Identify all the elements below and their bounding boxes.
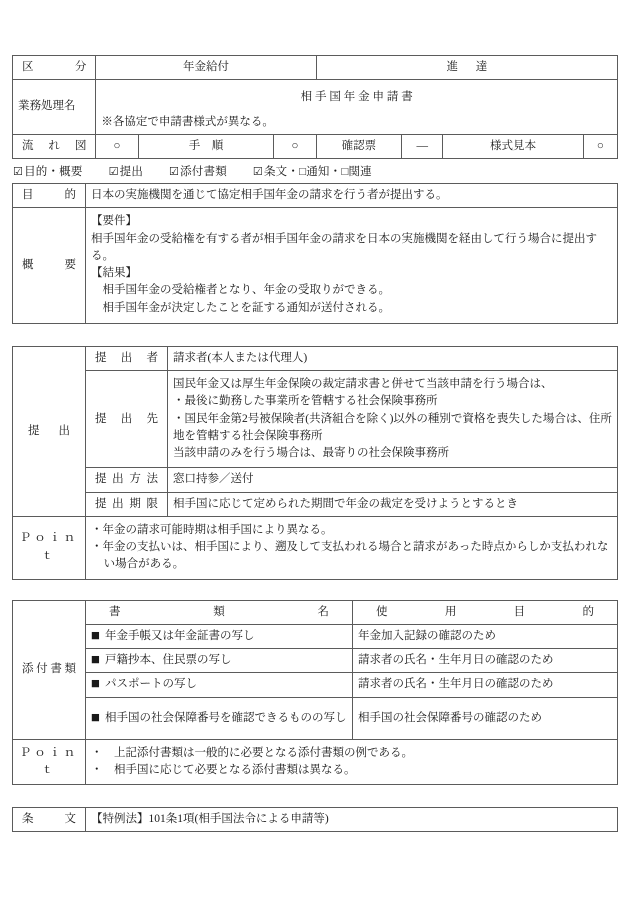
attachment-name-cell — [86, 673, 353, 697]
flow-mark-dash: — — [402, 134, 443, 158]
filled-square-icon: ■ — [91, 654, 100, 665]
submission-point-label: Ｐｏｉｎｔ — [13, 516, 86, 579]
filled-square-icon: ■ — [91, 711, 100, 723]
attachments-label-2: 書 — [50, 662, 62, 675]
checked-box-icon: ☑ — [252, 165, 263, 178]
flow-label-0: 流 — [22, 139, 34, 152]
purpose-header-2: 目 — [513, 605, 526, 618]
filled-square-icon: ■ — [91, 678, 100, 690]
article-table — [12, 807, 618, 832]
shintatsu-cell — [316, 56, 617, 80]
kubun-value-cell: 年金給付 — [96, 56, 316, 80]
checkbox-item-submission[interactable] — [109, 163, 143, 179]
article-row — [13, 808, 618, 832]
checked-box-icon: ☑ — [13, 165, 24, 178]
flow-label-2: 図 — [74, 139, 87, 152]
destination-value-cell — [168, 371, 618, 468]
submission-point-item-0: ・年金の請求可能時期は相手国により異なる。 — [91, 523, 333, 536]
checked-box-icon: ☑ — [169, 165, 180, 178]
submitter-label-cell — [86, 346, 168, 370]
flow-mark-kakuninhyo[interactable]: ○ — [274, 134, 316, 158]
filled-square-icon: ■ — [91, 629, 100, 641]
gyomu-label-cell: 業務処理名 — [13, 80, 96, 135]
checkbox-label-attachments: 添付書類 — [180, 166, 227, 178]
destination-label-2: 先 — [146, 412, 158, 425]
doc-name-header-0: 書 — [109, 605, 121, 618]
attachments-label-cell — [13, 600, 86, 739]
gyomu-row — [13, 80, 618, 135]
method-label-0: 提 — [95, 473, 107, 486]
attachments-point-item-1: ・ 相手国に応じて必要となる添付書類は異なる。 — [91, 763, 356, 776]
deadline-label-cell — [86, 492, 168, 516]
article-label-cell — [13, 808, 86, 832]
attachment-name-cell — [86, 697, 353, 739]
attachment-purpose-cell: 年金加入記録の確認のため — [353, 624, 618, 648]
submission-point-item-1: ・年金の支払いは、相手国により、遡及して支払われる場合と請求があった時点からしか支払われない場合がある。 — [91, 541, 609, 571]
summary-text-cell — [86, 208, 618, 324]
document-title-note: ※各協定で申請書様式が異なる。 — [101, 115, 274, 128]
checkbox-item-article[interactable] — [253, 163, 372, 179]
attachments-label-1: 付 — [36, 662, 48, 675]
attachment-purpose-cell: 請求者の氏名・生年月日の確認のため — [353, 673, 618, 697]
flow-link-kakuninhyo[interactable]: 確認票 — [316, 134, 402, 158]
doc-name-header-1: 類 — [213, 605, 225, 618]
shintatsu-text-1: 達 — [475, 61, 488, 73]
summary-result-item-0: 相手国年金の受給権者となり、年金の受取りができる。 — [102, 284, 390, 297]
deadline-label-3: 限 — [146, 497, 158, 510]
header-table — [12, 55, 618, 159]
table-row — [13, 624, 618, 648]
destination-line-3: 当該申請のみを行う場合は、最寄りの社会保険事務所 — [173, 447, 449, 459]
summary-row — [13, 208, 618, 324]
checkbox-label-submission: 提出 — [119, 166, 144, 178]
method-label-cell — [86, 468, 168, 492]
attachment-name-text: 年金手帳又は年金証書の写し — [104, 629, 255, 642]
attachment-name-text: 戸籍抄本、住民票の写し — [104, 654, 232, 666]
attachment-purpose-cell: 相手国の社会保障番号の確認のため — [353, 697, 618, 739]
destination-label-cell — [86, 371, 168, 468]
checked-box-icon: ☑ — [108, 165, 119, 178]
kubun-label-1: 分 — [74, 61, 87, 73]
submit-destination-row — [13, 371, 618, 468]
summary-requirement-heading: 【要件】 — [91, 215, 137, 228]
submission-table — [12, 346, 618, 580]
table-row — [13, 649, 618, 673]
destination-label-1: 出 — [120, 412, 133, 425]
flow-mark-yoshikimihon[interactable]: ○ — [583, 134, 617, 158]
article-label-0: 条 — [22, 813, 34, 825]
method-label-1: 出 — [112, 473, 124, 486]
method-label-2: 方 — [129, 473, 141, 486]
purpose-text-cell: 日本の実施機関を通じて協定相手国年金の請求を行う者が提出する。 — [86, 184, 618, 208]
submitter-label-0: 提 — [95, 351, 107, 364]
section-gap — [12, 785, 618, 807]
attachments-point-item-0: ・ 上記添付書類は一般的に必要となる添付書類の例である。 — [91, 746, 413, 759]
flow-label-1: れ — [48, 139, 60, 152]
purpose-header-3: 的 — [582, 605, 594, 618]
summary-label-1: 要 — [64, 258, 76, 271]
submission-label-1: 出 — [58, 424, 70, 437]
submission-point-cell — [86, 516, 618, 579]
attachments-label-0: 添 — [22, 662, 34, 675]
summary-requirement-text: 相手国年金の受給権を有する者が相手国年金の請求を日本の実施機関を経由して行う場合に提出する。 — [91, 232, 597, 262]
attachment-purpose-cell: 請求者の氏名・生年月日の確認のため — [353, 649, 618, 673]
flow-mark-tejun[interactable]: ○ — [96, 134, 138, 158]
submitter-label-1: 出 — [120, 351, 133, 364]
summary-label-0: 概 — [22, 258, 34, 271]
checkbox-item-purpose[interactable] — [13, 163, 83, 179]
kubun-label-0: 区 — [22, 61, 34, 73]
submitter-label-2: 者 — [146, 351, 158, 364]
method-label-3: 法 — [146, 473, 158, 486]
purpose-header-0: 使 — [376, 605, 388, 618]
flow-link-tejun[interactable]: 手 順 — [138, 134, 274, 158]
attachments-label-3: 類 — [64, 662, 76, 675]
destination-line-1: ・最後に勤務した事業所を管轄する社会保険事務所 — [173, 395, 438, 408]
purpose-header-1: 用 — [444, 605, 457, 618]
attachments-point-label: Ｐｏｉｎｔ — [13, 739, 86, 785]
deadline-label-1: 出 — [112, 497, 124, 510]
article-text-cell: 【特例法】101条1項(相手国法令による申請等) — [86, 808, 618, 832]
deadline-label-0: 提 — [95, 497, 107, 510]
attachment-name-text: 相手国の社会保障番号を確認できるものの写し — [104, 711, 347, 724]
gyomu-value-cell — [96, 80, 618, 135]
summary-result-heading: 【結果】 — [91, 267, 137, 279]
section-gap — [12, 324, 618, 346]
submit-method-row — [13, 468, 618, 492]
destination-line-0: 国民年金又は厚生年金保険の裁定請求書と併せて当該申請を行う場合は、 — [173, 378, 553, 390]
purpose-label-1: 的 — [64, 189, 76, 201]
summary-label-cell — [13, 208, 86, 324]
summary-result-item-1: 相手国年金が決定したことを証する通知が送付される。 — [102, 301, 390, 314]
flow-label-cell — [13, 134, 96, 158]
checkbox-label-purpose: 目的・概要 — [24, 166, 83, 178]
column-header-doc-name — [86, 600, 353, 624]
checkbox-label-article: 条文・□通知・□関連 — [263, 166, 372, 178]
purpose-summary-table — [12, 183, 618, 324]
method-value-cell: 窓口持参／送付 — [168, 468, 618, 492]
attachments-point-row — [13, 739, 618, 785]
section-checkbox-row — [12, 159, 619, 183]
purpose-label-cell — [13, 184, 86, 208]
shintatsu-text-0: 進 — [446, 61, 458, 73]
checkbox-item-attachments[interactable] — [169, 163, 227, 179]
article-label-1: 文 — [64, 813, 76, 825]
table-row — [13, 697, 618, 739]
attachment-name-text: パスポートの写し — [104, 678, 197, 691]
submitter-value-cell: 請求者(本人または代理人) — [168, 346, 618, 370]
flow-row — [13, 134, 618, 158]
section-gap — [12, 580, 618, 600]
doc-name-header-2: 名 — [317, 605, 329, 618]
attachments-point-cell — [86, 739, 618, 785]
destination-line-2: ・国民年金第2号被保険者(共済組合を除く)以外の種別で資格を喪失した場合は、住所地を管轄する社会保険事務所 — [173, 412, 612, 442]
kubun-label-cell — [13, 56, 96, 80]
column-header-purpose — [353, 600, 618, 624]
destination-label-0: 提 — [95, 412, 107, 425]
submission-label-cell — [13, 346, 86, 516]
attachment-name-cell — [86, 649, 353, 673]
submission-point-row — [13, 516, 618, 579]
attachments-header-row — [13, 600, 618, 624]
document-title: 相 手 国 年 金 申 請 書 — [300, 91, 413, 104]
deadline-value-cell: 相手国に応じて定められた期間で年金の裁定を受けようとするとき — [168, 492, 618, 516]
kubun-row — [13, 56, 618, 80]
submission-label-0: 提 — [28, 424, 40, 437]
flow-link-yoshikimihon[interactable]: 様式見本 — [443, 134, 583, 158]
table-row — [13, 673, 618, 697]
submit-deadline-row — [13, 492, 618, 516]
purpose-row — [13, 184, 618, 208]
attachments-table — [12, 600, 618, 786]
deadline-label-2: 期 — [129, 497, 141, 510]
purpose-label-0: 目 — [22, 189, 34, 201]
attachment-name-cell — [86, 624, 353, 648]
submitter-row — [13, 346, 618, 370]
